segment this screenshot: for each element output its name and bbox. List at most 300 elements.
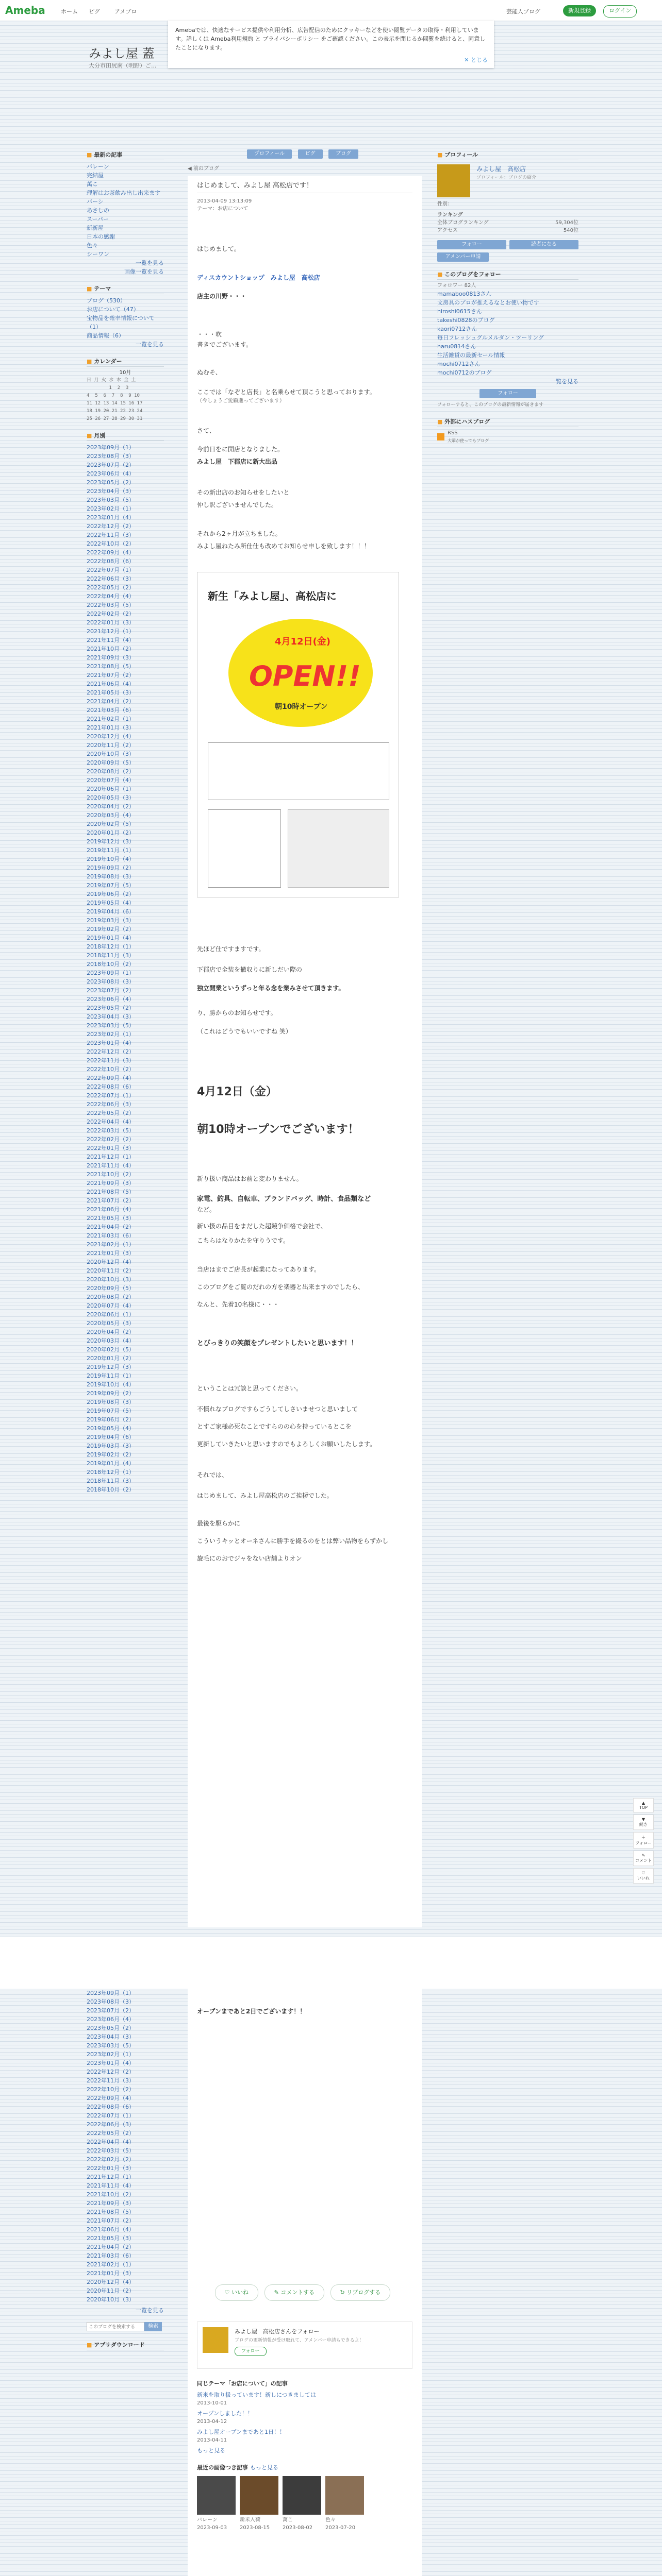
recent-article-item[interactable]: あさしの: [87, 207, 109, 214]
calendar-week-row[interactable]: 11 12 13 14 15 16 17: [87, 401, 143, 406]
archive-month-link[interactable]: 2020年05月（3）: [87, 1320, 135, 1327]
float-comment-label[interactable]: コメント: [635, 1858, 652, 1863]
calendar-week-row[interactable]: 4 5 6 7 8 9 10: [87, 393, 140, 398]
archive-month-link[interactable]: 2021年01月（3）: [87, 2270, 135, 2277]
archive-month-link[interactable]: 2022年05月（2）: [87, 1110, 135, 1116]
archive-month-link[interactable]: 2021年04月（2）: [87, 2244, 135, 2250]
like-label[interactable]: いいね: [231, 2289, 249, 2296]
archive-month-link[interactable]: 2021年06月（4）: [87, 2226, 135, 2233]
same-theme-heading: 同じテーマ「お店について」の記事: [197, 2380, 288, 2387]
rank-value-access: 540位: [563, 228, 578, 233]
reblog-label[interactable]: リブログする: [346, 2289, 381, 2296]
archive-month-link[interactable]: 2021年09月（3）: [87, 654, 135, 661]
recent-article-item[interactable]: 新新屋: [87, 225, 104, 231]
comment-button[interactable]: ✎ コメントする: [264, 2284, 324, 2301]
sidebar-follow-button[interactable]: フォロー: [479, 389, 536, 398]
archive-month-link[interactable]: 2022年08月（6）: [87, 1083, 135, 1090]
archive-month-link[interactable]: 2021年08月（5）: [87, 2209, 135, 2215]
archive-month-link[interactable]: 2022年06月（3）: [87, 2121, 135, 2128]
archive-month-link[interactable]: 2022年04月（4）: [87, 593, 135, 600]
recent-article-item[interactable]: 理解はお茶飲み出し出来ます: [87, 190, 160, 196]
follow-button[interactable]: フォロー: [235, 2347, 267, 2356]
archive-month-link[interactable]: 2022年12月（2）: [87, 2069, 135, 2075]
theme-item[interactable]: 宝物品を確率情報について（1）: [87, 315, 155, 330]
archive-month-link[interactable]: 2023年04月（3）: [87, 2033, 135, 2040]
recent-article-item[interactable]: 萬こ: [87, 181, 98, 188]
rss-sub: 大輩が使ってもブログ: [448, 438, 489, 443]
amember-button[interactable]: アメンバー申請: [437, 252, 489, 262]
archive-month-link[interactable]: 2022年09月（4）: [87, 549, 135, 556]
archive-month-link[interactable]: 2021年12月（1）: [87, 2174, 135, 2180]
same-theme-item: [197, 2409, 412, 2426]
archive-month-link[interactable]: 2023年07月（2）: [87, 462, 135, 468]
archive-month-link[interactable]: 2020年12月（4）: [87, 2279, 135, 2285]
rss-item[interactable]: [437, 429, 578, 445]
archive-month-link[interactable]: 2022年11月（3）: [87, 532, 135, 538]
archive-month-link[interactable]: 2019年04月（6）: [87, 908, 135, 915]
popular-thumb-item[interactable]: [197, 2476, 236, 2532]
recent-article-item[interactable]: バレーン: [87, 163, 109, 170]
float-top-label[interactable]: TOP: [639, 1805, 648, 1810]
archive-month-link[interactable]: 2021年05月（3）: [87, 689, 135, 696]
article-lines3-5: 当店はまでご店長が起業になってあります。: [197, 1266, 321, 1273]
signup-button[interactable]: 新規登録: [563, 5, 596, 16]
article-line-12: 仲し訳ございませんでした。: [197, 501, 278, 509]
archive-month-link[interactable]: 2020年09月（5）: [87, 759, 135, 766]
tab-pigg[interactable]: ピグ: [298, 149, 323, 159]
recent-more-link[interactable]: 一覧を見る: [136, 260, 164, 266]
page-break-band: [0, 1937, 662, 1989]
archive-month-link[interactable]: 2021年05月（3）: [87, 2235, 135, 2242]
article-line-8: さて、: [197, 427, 216, 434]
archive-month-link[interactable]: 2023年07月（2）: [87, 987, 135, 994]
archive-month-link[interactable]: 2023年05月（2）: [87, 1005, 135, 1011]
profile-avatar[interactable]: [437, 164, 470, 197]
like-button[interactable]: ♡ いいね: [215, 2284, 258, 2301]
float-follow-label[interactable]: フォロー: [635, 1841, 652, 1845]
follower-item[interactable]: hiroshi0615さん: [437, 308, 482, 315]
article-lines3-3: 新い扱の品目をまだした超競争価格で会社で、: [197, 1223, 327, 1230]
same-theme-more[interactable]: もっと見る: [197, 2447, 225, 2454]
archive-month-link[interactable]: 2021年11月（4）: [87, 2182, 135, 2189]
float-follow-button[interactable]: ＋ フォロー: [633, 1832, 654, 1849]
archive-month-link[interactable]: 2021年06月（4）: [87, 681, 135, 687]
archive-month-link[interactable]: 2020年12月（4）: [87, 733, 135, 740]
archive-month-link[interactable]: 2023年09月（1）: [87, 970, 135, 976]
popular-thumb-image[interactable]: [283, 2476, 321, 2515]
archive-month-link[interactable]: 2023年02月（1）: [87, 1031, 135, 1038]
archive-month-link[interactable]: 2021年08月（5）: [87, 663, 135, 670]
article-line-7: （今しょうご愛顧進ってございます）: [197, 398, 285, 404]
popular-thumb-label: 萬こ: [283, 2517, 293, 2523]
archive-month-link[interactable]: 2022年01月（3）: [87, 619, 135, 626]
flyer-time: 朝10時オープン: [275, 703, 328, 711]
archive-month-link[interactable]: 2020年05月（3）: [87, 794, 135, 801]
popular-heading: [197, 2463, 412, 2472]
article-lines4-2: とすご家様必死なことですらのの心を持っているとこを: [197, 1423, 352, 1430]
archive-month-link[interactable]: 2022年05月（2）: [87, 584, 135, 591]
archive-month-link[interactable]: 2020年10月（3）: [87, 2296, 135, 2303]
archive-month-link[interactable]: 2019年04月（6）: [87, 1434, 135, 1440]
archive-month-link[interactable]: 2022年10月（2）: [87, 2086, 135, 2093]
article-lines4-5: はじめまして、みよし屋高松店のご挨拶でした。: [197, 1492, 333, 1499]
archive-month-link[interactable]: 2021年10月（2）: [87, 2191, 135, 2198]
float-top-button[interactable]: ▲ TOP: [633, 1798, 654, 1812]
archive-month-link[interactable]: 2021年03月（6）: [87, 2252, 135, 2259]
archive-month-link[interactable]: 2022年12月（2）: [87, 1048, 135, 1055]
article-line-owner: 店主の川野・・・: [197, 293, 247, 300]
consent-close-button[interactable]: ✕ とじる: [464, 57, 488, 63]
archive-month-link[interactable]: 2019年05月（4）: [87, 900, 135, 906]
archive-month-link[interactable]: 2021年09月（3）: [87, 1180, 135, 1187]
archive-month-link[interactable]: 2021年04月（2）: [87, 698, 135, 705]
archive-month-link[interactable]: 2021年04月（2）: [87, 1224, 135, 1230]
archive-month-link[interactable]: 2020年02月（5）: [87, 821, 135, 827]
ranking-row-access: [437, 227, 578, 234]
same-theme-date: 2013-04-11: [197, 2437, 227, 2443]
archive-month-link[interactable]: 2022年01月（3）: [87, 1145, 135, 1151]
article-lines4-0: ということは冗談と思ってください。: [197, 1385, 303, 1392]
archive-month-link[interactable]: 2019年05月（4）: [87, 1425, 135, 1432]
followers-list: [437, 290, 578, 377]
archive-month-link[interactable]: 2021年11月（4）: [87, 637, 135, 643]
archive-month-link[interactable]: 2019年12月（3）: [87, 1364, 135, 1370]
archive-month-link[interactable]: 2020年07月（4）: [87, 777, 135, 784]
archive-month-link[interactable]: 2021年09月（3）: [87, 2200, 135, 2207]
archive-month-link[interactable]: 2019年06月（2）: [87, 1416, 135, 1423]
archive-month-link[interactable]: 2019年12月（3）: [87, 838, 135, 845]
theme-item[interactable]: お店について（47）: [87, 306, 139, 313]
archive-month-link[interactable]: 2020年06月（1）: [87, 1311, 135, 1318]
archive-month-link[interactable]: 2021年02月（1）: [87, 2261, 135, 2268]
calendar-week-row[interactable]: 25 26 27 28 29 30 31: [87, 416, 143, 421]
flyer-title: 新生「みよし屋」、高松店に: [208, 590, 337, 602]
archive-month-link[interactable]: 2023年03月（5）: [87, 2042, 135, 2049]
article-date: 2013-04-09 13:13:09: [197, 198, 252, 204]
archive-month-link[interactable]: 2020年08月（2）: [87, 768, 135, 775]
popular-thumb-item[interactable]: [240, 2476, 278, 2532]
float-read-label[interactable]: 続き: [639, 1822, 648, 1827]
same-theme-date: 2013-04-12: [197, 2419, 227, 2425]
prev-blog-label[interactable]: 前のブログ: [193, 166, 219, 172]
article-card-lower: [188, 1989, 422, 2576]
archive-month-link[interactable]: 2020年03月（4）: [87, 1337, 135, 1344]
archive-month-link[interactable]: 2020年07月（4）: [87, 1302, 135, 1309]
follower-item[interactable]: kaori0712さん: [437, 326, 477, 332]
archive-month-link[interactable]: 2022年03月（5）: [87, 1127, 135, 1134]
follow-avatar[interactable]: [203, 2327, 228, 2353]
recent-article-item[interactable]: 日本の感謝: [87, 233, 115, 240]
archive-month-link[interactable]: 2023年04月（3）: [87, 1013, 135, 1020]
theme-item[interactable]: ブログ（530）: [87, 297, 126, 304]
follower-item[interactable]: mamaboo0813さん: [437, 291, 492, 297]
archive-month-link[interactable]: 2021年05月（3）: [87, 1215, 135, 1222]
archive-month-link[interactable]: 2020年04月（2）: [87, 803, 135, 810]
popular-thumb-image[interactable]: [197, 2476, 236, 2515]
blog-subtitle: 大分市田尻南（明野）ご...: [89, 62, 157, 69]
profile-name[interactable]: みよし屋 高松店: [476, 165, 526, 173]
archive-month-link[interactable]: 2019年01月（4）: [87, 935, 135, 941]
blog-title[interactable]: みよし屋 蓋: [89, 46, 155, 61]
follower-item[interactable]: 生活雑貨の最新セール情報: [437, 352, 505, 359]
prev-blog-link[interactable]: ◀ 前のブログ: [188, 166, 219, 172]
popular-thumb-image[interactable]: [325, 2476, 364, 2515]
theme-item[interactable]: 商品情報（6）: [87, 332, 124, 339]
recent-article-item[interactable]: スーパー: [87, 216, 109, 223]
archive-month-link[interactable]: 2022年12月（2）: [87, 523, 135, 530]
follower-item[interactable]: 文房具のプロが推えるなとお使い物です: [437, 299, 539, 306]
archive-month-link[interactable]: 2023年04月（3）: [87, 488, 135, 495]
blog-search-input[interactable]: [87, 2322, 144, 2331]
archive-more-link[interactable]: 一覧を見る: [136, 2307, 164, 2314]
archive-month-link[interactable]: 2022年03月（5）: [87, 602, 135, 608]
archive-month-link[interactable]: 2021年10月（2）: [87, 1171, 135, 1178]
archive-month-link[interactable]: 2019年09月（2）: [87, 865, 135, 871]
archive-month-link[interactable]: 2019年11月（1）: [87, 1372, 135, 1379]
archive-month-link[interactable]: 2023年01月（4）: [87, 2060, 135, 2066]
archive-month-link[interactable]: 2023年02月（1）: [87, 505, 135, 512]
popular-thumb-date: 2023-08-15: [240, 2525, 270, 2531]
archive-month-link[interactable]: 2020年11月（2）: [87, 2287, 135, 2294]
archive-month-link[interactable]: 2021年12月（1）: [87, 628, 135, 635]
archive-month-link[interactable]: 2019年08月（3）: [87, 1399, 135, 1405]
archive-month-link[interactable]: 2019年02月（2）: [87, 1451, 135, 1458]
archive-month-link[interactable]: 2019年02月（2）: [87, 926, 135, 933]
archive-month-link[interactable]: 2021年12月（1）: [87, 1154, 135, 1160]
archive-month-link[interactable]: 2022年11月（3）: [87, 2077, 135, 2084]
archive-month-link[interactable]: 2022年09月（4）: [87, 1075, 135, 1081]
popular-thumb-item[interactable]: [325, 2476, 364, 2532]
archive-month-link[interactable]: 2019年06月（2）: [87, 891, 135, 897]
archive-month-link[interactable]: 2022年09月（4）: [87, 2095, 135, 2102]
archive-month-link[interactable]: 2022年01月（3）: [87, 2165, 135, 2172]
archive-month-link[interactable]: 2023年03月（5）: [87, 497, 135, 503]
article-footer-line: オープンまであと2日でございます！！: [197, 2008, 306, 2015]
archive-month-link[interactable]: 2023年03月（5）: [87, 1022, 135, 1029]
follower-item[interactable]: mochi0712のブログ: [437, 369, 492, 376]
archive-month-link[interactable]: 2022年02月（2）: [87, 611, 135, 617]
float-like-button[interactable]: ♡ いいね: [633, 1868, 654, 1884]
follow-box: [197, 2321, 412, 2369]
calendar-grid: [87, 384, 164, 423]
ameba-logo[interactable]: Ameba: [5, 4, 45, 16]
opening-flyer-image[interactable]: [197, 572, 399, 897]
archive-month-link[interactable]: 2018年10月（2）: [87, 961, 135, 968]
reblog-button[interactable]: ↻ リブログする: [330, 2284, 391, 2301]
float-read-button[interactable]: ▼ 続き: [633, 1815, 654, 1830]
archive-month-link[interactable]: 2023年06月（4）: [87, 2016, 135, 2023]
archive-month-link[interactable]: 2021年01月（3）: [87, 724, 135, 731]
archive-month-link[interactable]: 2019年03月（3）: [87, 1443, 135, 1449]
archive-month-link[interactable]: 2023年09月（1）: [87, 1990, 135, 1996]
archive-month-link[interactable]: 2021年07月（2）: [87, 1197, 135, 1204]
archive-month-link[interactable]: 2018年10月（2）: [87, 1486, 135, 1493]
archive-month-link[interactable]: 2023年09月（1）: [87, 444, 135, 451]
archive-month-link[interactable]: 2023年01月（4）: [87, 1040, 135, 1046]
article-lines2-2: 独立開業というずっと年る念を業みさせて頂きます。: [197, 985, 345, 992]
archive-month-link[interactable]: 2019年07月（5）: [87, 1408, 135, 1414]
archive-month-link[interactable]: 2020年03月（4）: [87, 812, 135, 819]
follow-desc: ブログの更新情報が受け取れて、アメンバー申請もできるよ！: [235, 2338, 364, 2343]
article-line-9: 今前日をに開店となりました。: [197, 446, 284, 453]
archive-month-link[interactable]: 2020年01月（2）: [87, 1355, 135, 1362]
archive-month-link[interactable]: 2022年02月（2）: [87, 2156, 135, 2163]
archive-month-link[interactable]: 2023年06月（4）: [87, 996, 135, 1003]
archive-month-link[interactable]: 2020年08月（2）: [87, 1294, 135, 1300]
profile-buttons: [437, 239, 578, 251]
comment-label[interactable]: コメントする: [280, 2289, 315, 2296]
cookie-consent-banner: [168, 21, 494, 68]
popular-more-link[interactable]: もっと見る: [250, 2464, 278, 2471]
calendar-heading: ■ カレンダー: [87, 356, 164, 367]
archive-month-link[interactable]: 2019年11月（1）: [87, 847, 135, 854]
archive-month-link[interactable]: 2021年03月（6）: [87, 1232, 135, 1239]
archive-month-link[interactable]: 2022年02月（2）: [87, 1136, 135, 1143]
article-shop-name: ディスカウントショップ みよし屋 高松店: [197, 274, 320, 281]
archive-month-link[interactable]: 2021年02月（1）: [87, 716, 135, 722]
archive-month-link[interactable]: 2021年07月（2）: [87, 672, 135, 679]
archive-month-link[interactable]: 2023年02月（1）: [87, 2051, 135, 2058]
blog-tabs: [188, 149, 422, 161]
popular-heading-text: 最近の画像つき記事: [197, 2464, 248, 2471]
followers-more[interactable]: 一覧を見る: [550, 378, 578, 385]
archive-month-link[interactable]: 2022年06月（3）: [87, 575, 135, 582]
archive-month-link[interactable]: 2022年07月（1）: [87, 567, 135, 573]
follower-item[interactable]: mochi0712さん: [437, 361, 481, 367]
nav-home[interactable]: ホーム: [61, 8, 78, 15]
calendar-week-row[interactable]: 18 19 20 21 22 23 24: [87, 409, 143, 414]
nav-pigg[interactable]: ピグ: [89, 8, 100, 15]
float-comment-button[interactable]: ✎ コメント: [633, 1851, 654, 1866]
archive-month-link[interactable]: 2020年02月（5）: [87, 1346, 135, 1353]
popular-thumb-label: 新米入荷: [240, 2517, 260, 2523]
consent-close-label[interactable]: とじる: [471, 57, 488, 63]
archive-month-link[interactable]: 2023年08月（3）: [87, 1998, 135, 2005]
archive-month-link[interactable]: 2020年10月（3）: [87, 1276, 135, 1283]
same-theme-link[interactable]: 新米を取り扱っています！新しにつきましては: [197, 2392, 316, 2398]
archive-heading: ■ 月別: [87, 430, 164, 441]
archive-month-link[interactable]: 2023年07月（2）: [87, 2007, 135, 2014]
follower-item[interactable]: haru0814さん: [437, 343, 476, 350]
archive-month-link[interactable]: 2022年08月（6）: [87, 558, 135, 565]
archive-month-link[interactable]: 2021年03月（6）: [87, 707, 135, 714]
popular-thumb-image[interactable]: [240, 2476, 278, 2515]
archive-month-link[interactable]: 2020年04月（2）: [87, 1329, 135, 1335]
popular-thumb-date: 2023-08-02: [283, 2525, 313, 2531]
archive-month-link[interactable]: 2019年07月（5）: [87, 882, 135, 889]
article-title[interactable]: はじめまして、みよし屋 高松店です！: [197, 176, 412, 193]
recent-article-item[interactable]: 完結屋: [87, 172, 104, 179]
archive-month-link[interactable]: 2020年09月（5）: [87, 1285, 135, 1292]
profile-follow-button[interactable]: フォロー: [437, 240, 506, 249]
same-theme-item: [197, 2428, 412, 2444]
archive-month-link[interactable]: 2018年12月（1）: [87, 943, 135, 950]
article-line-10: みよし屋 下郡店に新大出品: [197, 458, 278, 465]
profile-heading: ■ プロフィール: [437, 149, 578, 160]
archive-month-link[interactable]: 2021年06月（4）: [87, 1206, 135, 1213]
recent-article-item[interactable]: バーシ: [87, 198, 104, 205]
archive-month-link[interactable]: 2020年06月（1）: [87, 786, 135, 792]
archive-month-link[interactable]: 2020年11月（2）: [87, 742, 135, 749]
archive-month-link[interactable]: 2022年04月（4）: [87, 1118, 135, 1125]
login-button[interactable]: ログイン: [603, 5, 637, 18]
archive-month-link[interactable]: 2022年03月（5）: [87, 2147, 135, 2154]
themes-more-link[interactable]: 一覧を見る: [136, 341, 164, 348]
archive-month-link[interactable]: 2019年09月（2）: [87, 1390, 135, 1397]
article-lines2-3: り、勝からのお知らせです。: [197, 1009, 277, 1016]
archive-month-link[interactable]: 2019年10月（4）: [87, 856, 135, 862]
follower-item[interactable]: takeshi0828のブログ: [437, 317, 495, 324]
archive-month-link[interactable]: 2023年08月（3）: [87, 978, 135, 985]
article-lines3-2: など。: [197, 1206, 216, 1213]
archive-month-link[interactable]: 2018年11月（3）: [87, 952, 135, 959]
archive-month-link[interactable]: 2021年11月（4）: [87, 1162, 135, 1169]
archive-month-link[interactable]: 2022年06月（3）: [87, 1101, 135, 1108]
article-theme[interactable]: テーマ：お店について: [197, 206, 249, 212]
recent-article-item[interactable]: 色々: [87, 242, 98, 249]
archive-month-link[interactable]: 2023年08月（3）: [87, 453, 135, 460]
archive-month-link[interactable]: 2019年08月（3）: [87, 873, 135, 880]
reaction-buttons: [197, 2284, 412, 2301]
archive-month-link[interactable]: 2023年01月（4）: [87, 514, 135, 521]
archive-month-link[interactable]: 2022年10月（2）: [87, 1066, 135, 1073]
archive-month-link[interactable]: 2021年08月（5）: [87, 1189, 135, 1195]
nav-ameblo[interactable]: アメブロ: [114, 8, 137, 15]
archive-month-link[interactable]: 2021年02月（1）: [87, 1241, 135, 1248]
archive-month-link[interactable]: 2022年11月（3）: [87, 1057, 135, 1064]
celebrity-blog-link[interactable]: 芸能人ブログ: [506, 8, 540, 15]
archive-month-link[interactable]: 2020年12月（4）: [87, 1259, 135, 1265]
archive-month-link[interactable]: 2018年12月（1）: [87, 1469, 135, 1476]
follower-item[interactable]: 毎日フレッシュグルメルダン・ツーリング: [437, 334, 544, 341]
archive-month-link[interactable]: 2020年01月（2）: [87, 829, 135, 836]
archive-month-link[interactable]: 2021年01月（3）: [87, 1250, 135, 1257]
popular-thumb-label: バレーン: [197, 2517, 218, 2523]
archive-month-link[interactable]: 2019年03月（3）: [87, 917, 135, 924]
blog-search-button[interactable]: 検索: [144, 2322, 162, 2331]
archive-month-link[interactable]: 2022年07月（1）: [87, 2112, 135, 2119]
same-theme-link[interactable]: みよし屋オープンまであと1日！！: [197, 2429, 286, 2435]
archive-month-link[interactable]: 2023年05月（2）: [87, 479, 135, 486]
headline-open: 朝10時オープンでございます！: [197, 1123, 359, 1136]
archive-month-link[interactable]: 2022年04月（4）: [87, 2139, 135, 2145]
archive-month-link[interactable]: 2019年10月（4）: [87, 1381, 135, 1388]
same-theme-link[interactable]: オープンしました！！: [197, 2410, 254, 2417]
archive-month-link[interactable]: 2023年06月（4）: [87, 470, 135, 477]
rss-label: RSS: [448, 430, 458, 436]
archive-month-link[interactable]: 2020年11月（2）: [87, 1267, 135, 1274]
recent-article-item[interactable]: シーワン: [87, 251, 109, 258]
archive-month-link[interactable]: 2018年11月（3）: [87, 1478, 135, 1484]
popular-thumb-item[interactable]: [283, 2476, 321, 2532]
tab-profile[interactable]: プロフィール: [247, 149, 292, 159]
archive-month-link[interactable]: 2022年08月（6）: [87, 2104, 135, 2110]
archive-month-link[interactable]: 2019年01月（4）: [87, 1460, 135, 1467]
calendar-week-row[interactable]: 1 2 3: [87, 385, 129, 391]
recent-images-link[interactable]: 画像一覧を見る: [124, 268, 164, 275]
archive-month-link[interactable]: 2022年05月（2）: [87, 2130, 135, 2137]
calendar-month: 10月: [119, 370, 131, 376]
archive-month-link[interactable]: 2021年10月（2）: [87, 646, 135, 652]
float-like-label[interactable]: いいね: [637, 1876, 650, 1880]
tab-blog[interactable]: ブログ: [328, 149, 358, 159]
archive-month-link[interactable]: 2023年05月（2）: [87, 2025, 135, 2031]
archive-month-link[interactable]: 2022年10月（2）: [87, 540, 135, 547]
profile-reader-button[interactable]: 読者になる: [509, 240, 578, 249]
archive-month-link[interactable]: 2020年10月（3）: [87, 751, 135, 757]
archive-month-link[interactable]: 2021年07月（2）: [87, 2217, 135, 2224]
archive-month-link[interactable]: 2022年07月（1）: [87, 1092, 135, 1099]
